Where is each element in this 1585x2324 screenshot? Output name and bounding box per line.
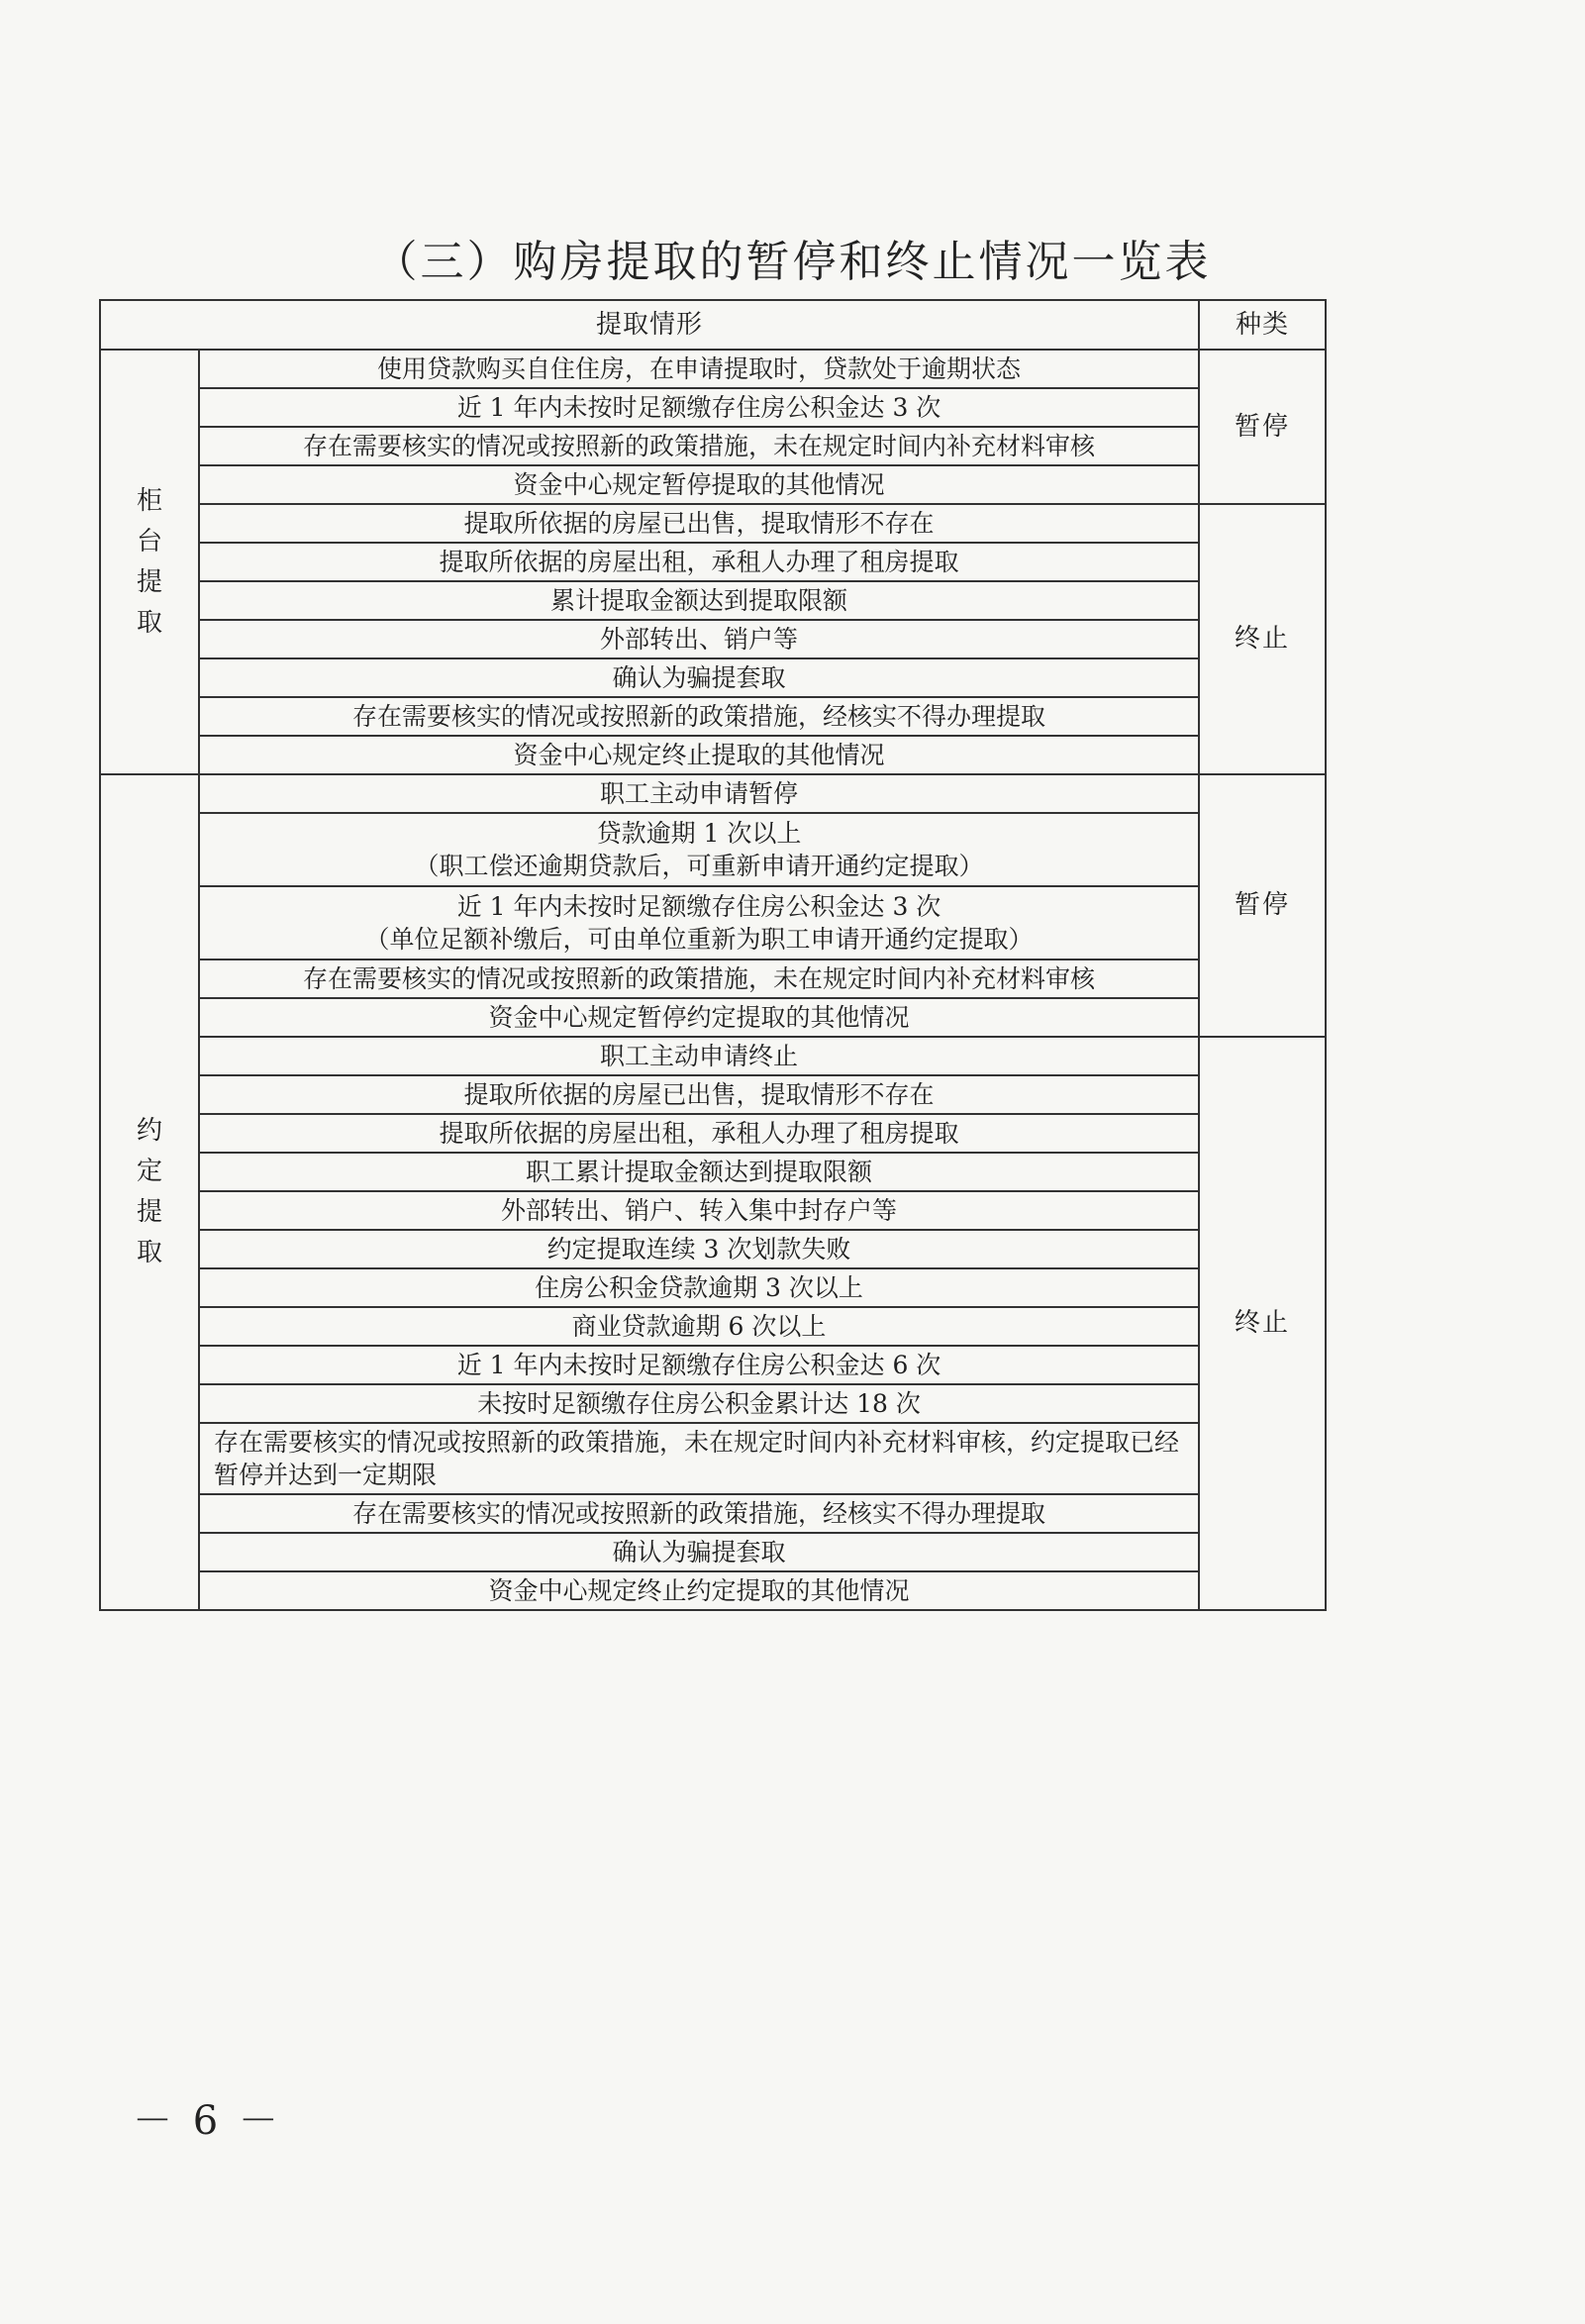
table-row xyxy=(100,1346,1326,1384)
situation-text: 近 1 年内未按时足额缴存住房公积金达 3 次 xyxy=(456,393,941,422)
situation-text: 近 1 年内未按时足额缴存住房公积金达 6 次 xyxy=(456,1351,941,1379)
page-title: （三）购房提取的暂停和终止情况一览表 xyxy=(373,237,1212,287)
situation-text: 资金中心规定终止约定提取的其他情况 xyxy=(488,1576,910,1605)
situation-cell xyxy=(199,465,1199,504)
situation-cell xyxy=(199,1075,1199,1114)
situation-text: 存在需要核实的情况或按照新的政策措施，未在规定时间内补充材料审核 xyxy=(303,432,1096,460)
table-row xyxy=(100,813,1326,886)
situation-cell xyxy=(199,581,1199,620)
situation-text: 商业贷款逾期 6 次以上 xyxy=(571,1312,827,1341)
situation-cell xyxy=(199,658,1199,697)
table-row xyxy=(100,504,1326,543)
situation-text: 资金中心规定终止提取的其他情况 xyxy=(513,741,885,769)
situation-cell xyxy=(199,504,1199,543)
situation-text: 提取所依据的房屋出租，承租人办理了租房提取 xyxy=(439,548,959,576)
situation-cell xyxy=(199,1153,1199,1191)
table-row xyxy=(100,1268,1326,1307)
situation-text: （单位足额补缴后，可由单位重新为职工申请开通约定提取） xyxy=(364,925,1034,954)
table-row xyxy=(100,886,1326,960)
table-row xyxy=(100,1384,1326,1423)
type-cell: 终止 xyxy=(1199,504,1326,774)
situation-cell xyxy=(199,388,1199,427)
situation-cell xyxy=(199,960,1199,998)
situation-cell xyxy=(199,1346,1199,1384)
table-row xyxy=(100,658,1326,697)
situation-text: 约定提取连续 3 次划款失败 xyxy=(546,1235,851,1263)
header-type: 种类 xyxy=(1199,300,1326,350)
table-row xyxy=(100,736,1326,774)
table-row xyxy=(100,543,1326,581)
situation-text: 存在需要核实的情况或按照新的政策措施，经核实不得办理提取 xyxy=(352,1499,1046,1528)
situation-cell xyxy=(199,1191,1199,1230)
situation-text: 累计提取金额达到提取限额 xyxy=(550,586,848,615)
situation-cell xyxy=(199,1384,1199,1423)
situation-cell xyxy=(199,1230,1199,1268)
table-row xyxy=(100,1494,1326,1533)
table-row xyxy=(100,1307,1326,1346)
page-number: － 6 － xyxy=(133,2098,282,2144)
situation-cell xyxy=(199,350,1199,388)
withdrawal-status-table xyxy=(99,299,1327,1611)
table-row xyxy=(100,1571,1326,1610)
situation-text: 提取所依据的房屋出租，承租人办理了租房提取 xyxy=(439,1119,959,1148)
type-cell: 暂停 xyxy=(1199,350,1326,504)
situation-text: 职工累计提取金额达到提取限额 xyxy=(526,1158,873,1186)
situation-cell xyxy=(199,736,1199,774)
situation-cell xyxy=(199,1533,1199,1571)
type-cell: 暂停 xyxy=(1199,774,1326,1037)
situation-text: 住房公积金贷款逾期 3 次以上 xyxy=(535,1273,863,1302)
table-row xyxy=(100,1423,1326,1494)
situation-cell xyxy=(199,620,1199,658)
group-label: 柜台提取 xyxy=(136,485,162,638)
situation-cell xyxy=(199,1571,1199,1610)
table-row xyxy=(100,697,1326,736)
type-cell: 终止 xyxy=(1199,1037,1326,1610)
situation-text: 近 1 年内未按时足额缴存住房公积金达 3 次 xyxy=(456,892,941,921)
situation-text: 存在需要核实的情况或按照新的政策措施，未在规定时间内补充材料审核，约定提取已经暂停并达到一定期限 xyxy=(214,1428,1180,1489)
situation-text: 职工主动申请暂停 xyxy=(600,779,799,808)
table-body xyxy=(100,300,1326,1610)
situation-text: 存在需要核实的情况或按照新的政策措施，未在规定时间内补充材料审核 xyxy=(303,964,1096,993)
situation-cell xyxy=(199,427,1199,465)
situation-text: 使用贷款购买自住住房，在申请提取时，贷款处于逾期状态 xyxy=(377,354,1022,383)
situation-text: 贷款逾期 1 次以上 xyxy=(596,819,802,848)
table-row xyxy=(100,1075,1326,1114)
group-label-cell xyxy=(100,774,199,1610)
situation-cell xyxy=(199,1494,1199,1533)
table-row xyxy=(100,388,1326,427)
situation-cell xyxy=(199,998,1199,1037)
situation-cell xyxy=(199,543,1199,581)
situation-cell xyxy=(199,697,1199,736)
situation-text: 资金中心规定暂停提取的其他情况 xyxy=(513,470,885,499)
situation-cell xyxy=(199,774,1199,813)
situation-text: 职工主动申请终止 xyxy=(600,1042,799,1070)
table-row xyxy=(100,620,1326,658)
table-row xyxy=(100,1191,1326,1230)
situation-text: 提取所依据的房屋已出售，提取情形不存在 xyxy=(463,1080,935,1109)
table-row xyxy=(100,350,1326,388)
situation-cell xyxy=(199,1268,1199,1307)
group-label: 约定提取 xyxy=(136,1116,162,1267)
table-row xyxy=(100,1114,1326,1153)
situation-cell xyxy=(199,886,1199,960)
situation-text: 确认为骗提套取 xyxy=(612,663,786,692)
table-row xyxy=(100,465,1326,504)
table-row xyxy=(100,427,1326,465)
situation-text: （职工偿还逾期贷款后，可重新申请开通约定提取） xyxy=(414,852,984,880)
situation-text: 未按时足额缴存住房公积金累计达 18 次 xyxy=(477,1389,921,1418)
situation-cell xyxy=(199,1307,1199,1346)
table-row xyxy=(100,581,1326,620)
table-row xyxy=(100,1037,1326,1075)
table-row xyxy=(100,998,1326,1037)
table-header-row xyxy=(100,300,1326,350)
situation-text: 提取所依据的房屋已出售，提取情形不存在 xyxy=(463,509,935,538)
table-row xyxy=(100,774,1326,813)
situation-cell xyxy=(199,1423,1199,1494)
table-row xyxy=(100,1230,1326,1268)
header-situation: 提取情形 xyxy=(100,300,1199,350)
table-row xyxy=(100,1533,1326,1571)
table-row xyxy=(100,1153,1326,1191)
situation-text: 外部转出、销户、转入集中封存户等 xyxy=(501,1196,898,1225)
table-row xyxy=(100,960,1326,998)
situation-cell xyxy=(199,813,1199,886)
situation-cell xyxy=(199,1114,1199,1153)
situation-text: 资金中心规定暂停约定提取的其他情况 xyxy=(488,1003,910,1032)
group-label-cell xyxy=(100,350,199,774)
situation-text: 存在需要核实的情况或按照新的政策措施，经核实不得办理提取 xyxy=(352,702,1046,731)
situation-text: 确认为骗提套取 xyxy=(612,1538,786,1566)
situation-cell xyxy=(199,1037,1199,1075)
situation-text: 外部转出、销户等 xyxy=(600,625,799,654)
